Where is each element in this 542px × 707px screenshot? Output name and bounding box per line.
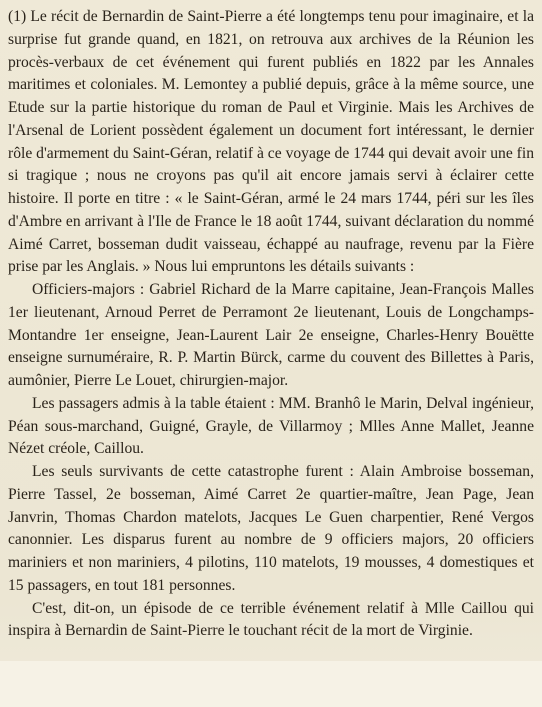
footnote-paragraph-passengers: Les passagers admis à la table étaient : MM. Branhô le Marin, Delval ingénieur, Péan sous-marchand, Guigné, Grayle, de Villarmoy ; Mlles Anne Mallet, Jeanne Nézet créole, Caillou. <box>8 394 534 458</box>
footnote-paragraph-intro: (1) Le récit de Bernardin de Saint-Pierre a été longtemps tenu pour imaginaire, et la surprise fut grande quand, en 1821, on retrouva aux archives de la Réunion les procès-verbaux de cet événement qui furent publiés en 1822 par les Annales maritimes et coloniales. M. Lemontey a publié depuis, grâce à la même source, une Etude sur la partie historique du roman de Paul et Virginie. Mais les Archives de l'Arsenal de Lorient possèdent également un document fort intéressant, le dernier rôle d'armement du Saint-Géran, relatif à ce voyage de 1744 qui devait avoir une fin si tragique ; nous ne croyons pas qu'il ait encore jamais servi à éclairer cette histoire. Il porte en titre : « le Saint-Géran, armé le 24 mars 1744, péri sur les îles d'Ambre en arrivant à l'Ile de France le 18 août 1744, suivant déclaration du nommé Aimé Carret, bosseman dudit vaisseau, échappé au naufrage, revenu par la Fière prise par les Anglais. » Nous lui empruntons les détails suivants : <box>8 8 534 276</box>
footnote-text <box>8 6 534 643</box>
scan-lower-band <box>0 661 542 707</box>
footnote-paragraph-officers: Officiers-majors : Gabriel Richard de la Marre capitaine, Jean-François Malles 1er lieutenant, Arnoud Perret de Perramont 2e lieutenant, Louis de Longchamps-Montandre 1er enseigne, Jean-Laurent Lair 2e enseigne, Charles-Henry Bouëtte enseigne surnuméraire, R. P. Martin Bürck, carme du couvent des Billettes à Paris, aumônier, Pierre Le Louet, chirurgien-major. <box>8 281 534 389</box>
footnote-paragraph-survivors: Les seuls survivants de cette catastrophe furent : Alain Ambroise bosseman, Pierre Tassel, 2e bosseman, Aimé Carret 2e quartier-maître, Jean Page, Jean Janvrin, Thomas Chardon matelots, Jacques Le Guen charpentier, René Vergos canonnier. Les disparus furent au nombre de 9 officiers majors, 20 officiers mariniers et non mariniers, 4 pilotins, 110 matelots, 19 mousses, 4 domestiques et 15 passagers, en tout 181 personnes. <box>8 463 534 594</box>
footnote-paragraph-conclusion: C'est, dit-on, un épisode de ce terrible événement relatif à Mlle Caillou qui inspira à Bernardin de Saint-Pierre le touchant récit de la mort de Virginie. <box>8 599 534 640</box>
